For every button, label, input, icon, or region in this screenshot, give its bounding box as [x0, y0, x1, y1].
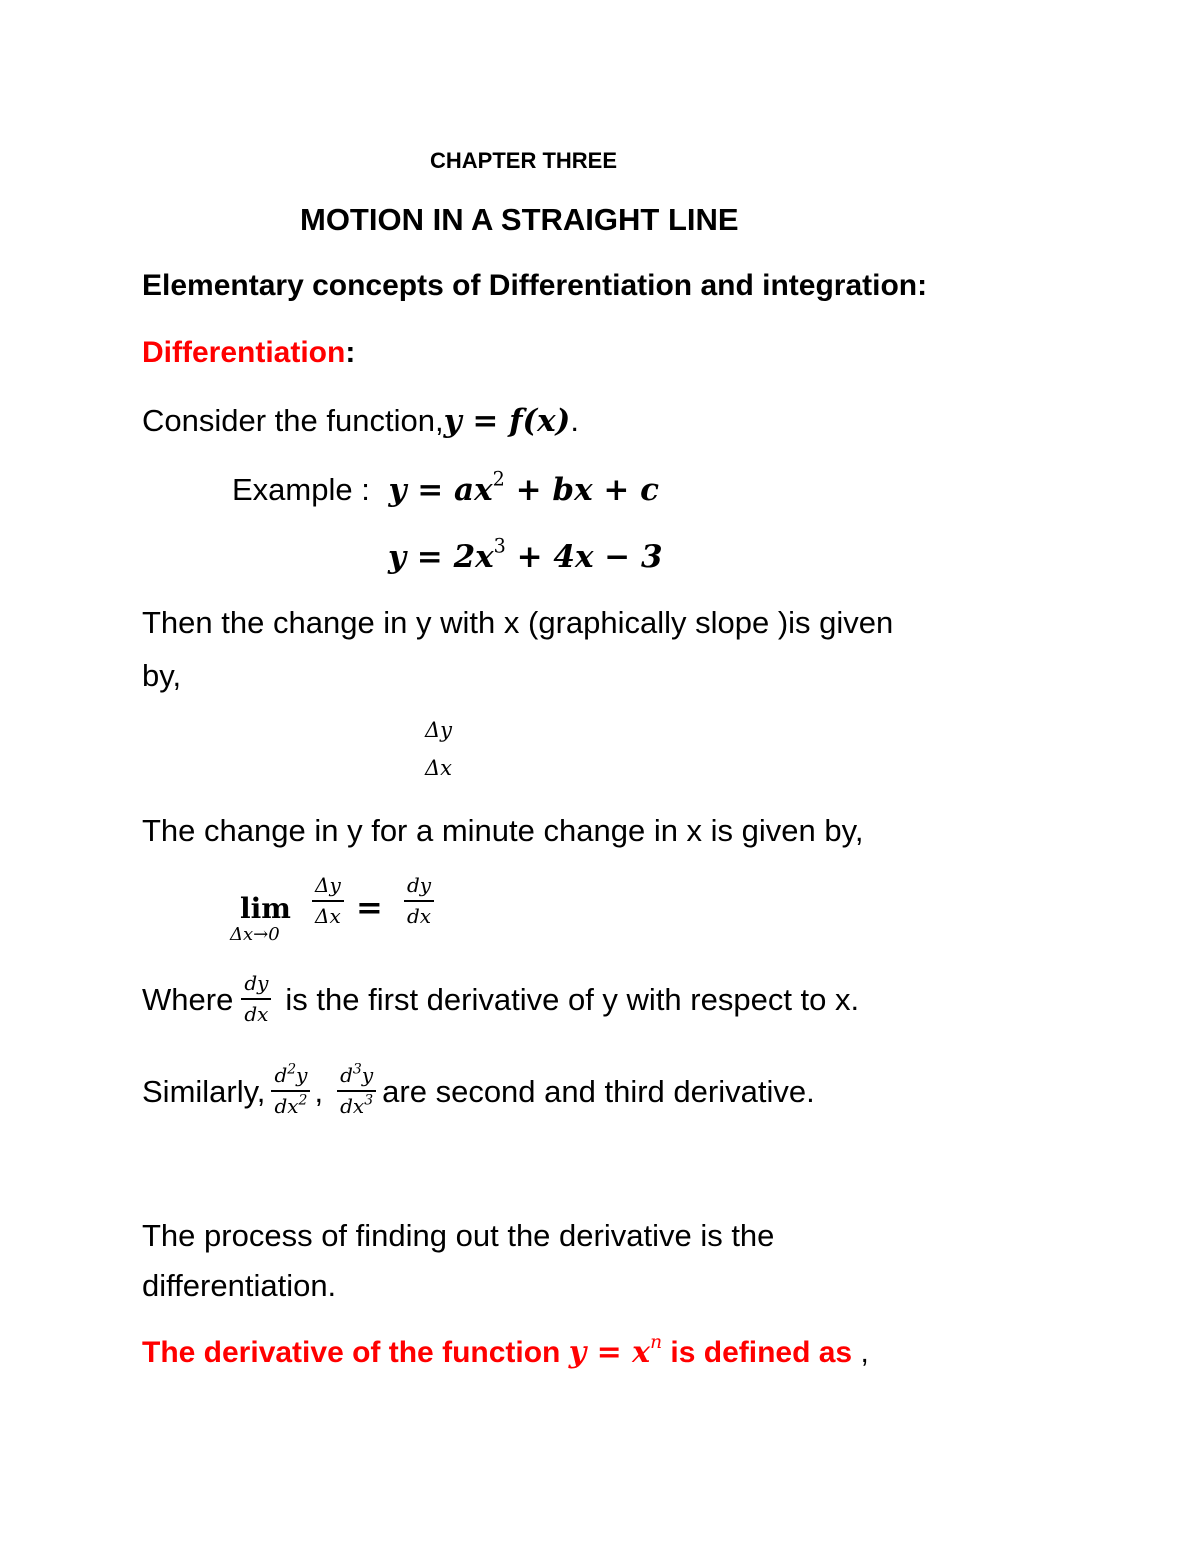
page-title: MOTION IN A STRAIGHT LINE [300, 202, 739, 237]
delta-fraction-denominator: Δx [425, 756, 453, 781]
similarly-pre: Similarly, [142, 1073, 266, 1109]
similarly-comma: , [314, 1073, 324, 1109]
limit-equals: = [356, 888, 383, 926]
power-function-equation: $y = x^n$ [568, 1332, 663, 1370]
limit-subscript: Δx→0 [230, 924, 280, 945]
example-label: Example : [232, 472, 370, 507]
third-derivative-fraction: $\frac{d^3y}{dx^3}$ [337, 1064, 376, 1118]
where-fraction-denominator: dx [244, 1002, 269, 1026]
delta-fraction-numerator: Δy [425, 718, 453, 742]
chapter-label: CHAPTER THREE [430, 148, 618, 173]
delta-fraction [422, 718, 455, 780]
limit-operator: lim [240, 892, 291, 925]
example-equation-1: $y = ax^2$ + bx + c [388, 467, 659, 508]
similarly-post: are second and third derivative. [382, 1073, 815, 1109]
example-line [232, 467, 659, 508]
derivative-definition-end: , [860, 1336, 869, 1369]
derivative-definition-line [142, 1332, 869, 1370]
where-post: is the first derivative of y with respect to x. [285, 981, 860, 1017]
similarly-line [142, 1054, 815, 1128]
section-heading: Elementary concepts of Differentiation and integration: [142, 269, 928, 302]
process-text-line-2: differentiation. [142, 1268, 337, 1303]
derivative-fraction-numerator: dy [404, 874, 434, 902]
consider-line [142, 405, 579, 437]
consider-text: Consider the function, [142, 403, 444, 438]
derivative-fraction-denominator: dx [407, 904, 432, 928]
slope-text-line-1: Then the change in y with x (graphically slope )is given [142, 605, 894, 640]
derivative-definition-pre: The derivative of the function [142, 1336, 561, 1369]
where-pre: Where [142, 981, 234, 1017]
minute-change-text: The change in y for a minute change in x is given by, [142, 813, 864, 848]
subsection-heading [142, 338, 355, 368]
example-equation-2: $y = 2x^3 + 4x - 3$ [388, 534, 663, 575]
slope-text-line-2: by, [142, 658, 182, 693]
limit-fraction-denominator: Δx [315, 904, 341, 928]
process-text-line-1: The process of finding out the derivative is the [142, 1218, 775, 1253]
limit-fraction-numerator: Δy [312, 874, 344, 902]
where-fraction-numerator: dy [241, 972, 271, 1000]
second-derivative-fraction: $\frac{d^2y}{dx^2}$ [271, 1064, 310, 1118]
subsection-title: Differentiation [142, 336, 346, 369]
derivative-definition-post: is defined as [670, 1336, 853, 1369]
subsection-colon: : [345, 336, 356, 369]
where-line [142, 966, 859, 1032]
consider-end: . [570, 403, 579, 438]
function-equation: y = f(x) [443, 403, 571, 439]
